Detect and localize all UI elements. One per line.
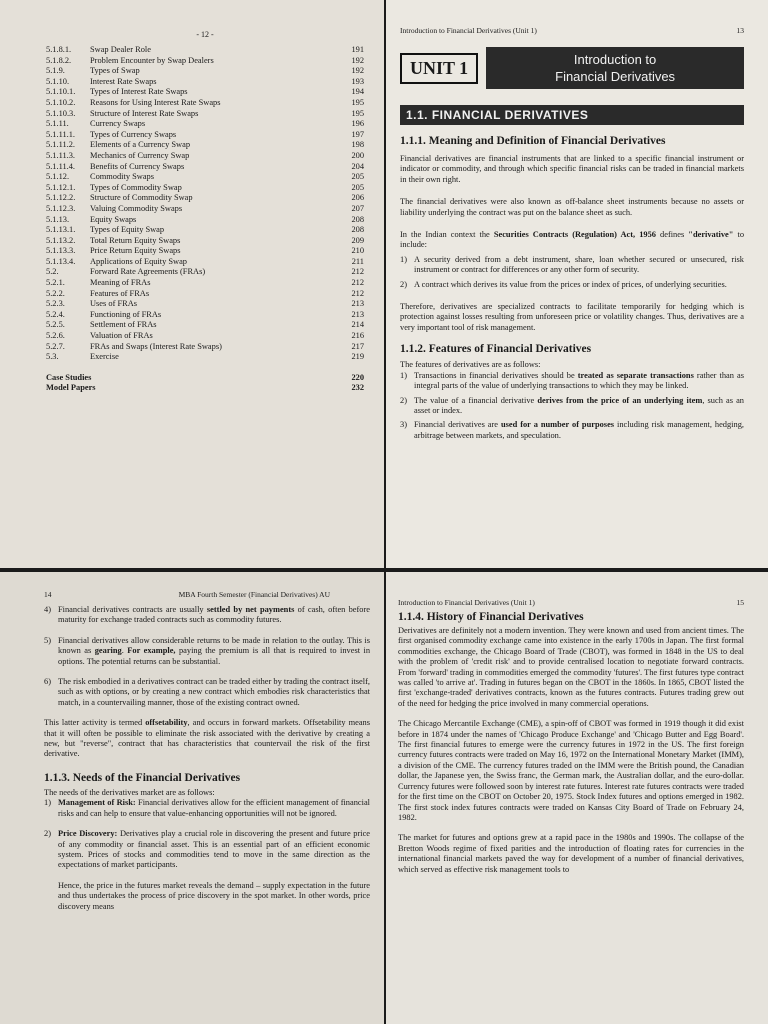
page-number: - 12 - (196, 30, 214, 39)
toc-number: 5.1.12. (46, 172, 70, 182)
toc-page: 211 (351, 256, 364, 266)
toc-page: 206 (351, 193, 364, 203)
list-item: 6) The risk embodied in a derivatives contract can be traded either by trading the contract itself, such as with options, or by creating a new contract which embodies risk characteristics that match, in a countervailing manner, those of the existing contract owned. (44, 677, 370, 707)
unit-title-line-2: Financial Derivatives (555, 69, 676, 84)
unit-title (486, 47, 744, 89)
toc-page: 200 (351, 150, 364, 160)
toc-entry (46, 45, 364, 56)
toc-page: 209 (351, 235, 364, 245)
list-item: 1) Management of Risk: Financial derivatives allow for the efficient management of financial risks and can help to ensure that value-enhancing opportunities will not be ignored. (44, 798, 370, 818)
toc-title: Total Return Equity Swaps (90, 235, 181, 245)
toc-entry (46, 162, 364, 173)
toc-number: 5.1.11.2. (46, 140, 76, 150)
toc-entry (46, 299, 364, 310)
toc-title: Functioning of FRAs (90, 309, 162, 319)
toc-number: 5.2.1. (46, 278, 65, 288)
toc-number: 5.1.8.1. (46, 45, 72, 54)
toc-entry (46, 119, 364, 130)
toc-number: 5.1.13.2. (46, 235, 76, 245)
text: defines (655, 230, 689, 240)
toc-number: 5.1.13.1. (46, 225, 76, 235)
toc-number: 5.1.11.3. (46, 150, 76, 160)
act-name: Securities Contracts (Regulation) Act, 1956 (493, 230, 656, 240)
toc-page: 212 (351, 288, 364, 298)
toc-title: Types of Interest Rate Swaps (90, 87, 188, 97)
toc-page: 208 (351, 214, 364, 224)
toc-entry (46, 183, 364, 194)
running-head: Introduction to Financial Derivatives (Unit 1) (398, 598, 535, 607)
toc-page: 212 (351, 267, 364, 277)
page-number: 14 (44, 590, 52, 599)
toc-page: 212 (351, 278, 364, 288)
toc-number: 5.1.12.1. (46, 182, 76, 192)
toc-number: 5.1.13.3. (46, 246, 76, 256)
toc-page: 205 (351, 182, 364, 192)
toc-entry (46, 310, 364, 321)
toc-title: Benefits of Currency Swaps (90, 161, 185, 171)
toc-title: Structure of Interest Rate Swaps (90, 108, 199, 118)
toc-number: 5.1.11. (46, 119, 69, 129)
toc-page: 194 (351, 87, 364, 97)
section-heading: 1.1. FINANCIAL DERIVATIVES (400, 105, 744, 125)
toc-title: Equity Swaps (90, 214, 137, 224)
toc-entry (46, 278, 364, 289)
toc-page: 207 (351, 203, 364, 213)
page-12 (0, 0, 384, 568)
toc-page: 219 (351, 352, 364, 362)
toc-title: Valuation of FRAs (90, 331, 153, 341)
toc-title: Types of Currency Swaps (90, 129, 177, 139)
paragraph (400, 230, 744, 251)
toc-entry (46, 193, 364, 204)
toc-entry (46, 151, 364, 162)
list-item: 4) Financial derivatives contracts are usually settled by net payments of cash, often before maturity for exchange traded contracts such as commodity futures. (44, 605, 370, 625)
running-header (400, 26, 744, 35)
toc-title: Meaning of FRAs (90, 278, 151, 288)
toc-number: 5.1.13.4. (46, 256, 76, 266)
toc-number: 5.2. (46, 267, 59, 277)
list-item: 5) Financial derivatives allow considerable returns to be made in relation to the outlay. This is known as gearing. For example, paying the premium is all that is required to invest in options. The potential returns can be substantial. (44, 635, 371, 666)
toc-entry (46, 373, 364, 384)
text: to include: (400, 230, 745, 250)
toc-number: 5.1.12.3. (46, 203, 76, 213)
list-item: 1) Transactions in financial derivatives should be treated as separate transactions rather than as integral parts of the value of underlying transactions to which they may be linked. (400, 370, 744, 391)
toc-page: 213 (351, 309, 364, 319)
toc-number: 5.1.8.2. (46, 55, 72, 65)
subsection-heading: 1.1.1. Meaning and Definition of Financial Derivatives (400, 135, 666, 147)
toc-page: 196 (351, 119, 364, 129)
running-header (44, 590, 370, 599)
unit-banner (400, 47, 744, 89)
toc-number: 5.1.11.1. (46, 129, 76, 139)
toc-entry (46, 267, 364, 278)
page-number: 15 (736, 598, 744, 607)
toc-number: 5.3. (46, 352, 59, 362)
page-14 (0, 572, 384, 1024)
subsection-heading: 1.1.3. Needs of the Financial Derivatives (44, 771, 241, 784)
toc-number: 5.2.6. (46, 331, 65, 341)
paragraph: The Chicago Mercantile Exchange (CME), a spin-off of CBOT was formed in 1919 though it did exist before in 1874 under the names of 'Chicago Produce Exchange' and 'Chicago Butter and Egg Board'. The first financial futures to emerge were the currency futures in 1972 in the US. The first foreign currency futures contracts were traded on May 16, 1972 on the International Monetary Market (IMM), a division of the CME. The currency futures traded on the IMM were the British pound, the Canadian dollar, the Japanese yen, the Swiss franc, the German mark, the Australian dollar, and the euro-dollar. Currency futures were followed soon by interest rate futures. Interest rate futures contracts were traded for the first time on the CBOT on October 20, 1975. Stock Index futures and options emerged in 1982. The first stock index futures contracts were traded on Kansas City Board of Trade on February 24, 1982. (398, 719, 744, 822)
toc-number: 5.2.3. (46, 299, 65, 309)
toc-title: Uses of FRAs (90, 299, 137, 309)
toc-number: 5.2.4. (46, 309, 65, 319)
toc-entry (46, 130, 364, 141)
list-item: 1) A security derived from a debt instrument, share, loan whether secured or unsecured, risk instrument or contract for differences or any other form of security. (400, 254, 744, 275)
subsection-heading: 1.1.2. Features of Financial Derivatives (400, 343, 592, 356)
paragraph: Hence, the price in the futures market reveals the demand – supply expectation in the future and thus undertakes the process of price discovery in the spot market. In other words, price discovery means (58, 880, 370, 911)
toc-title: Mechanics of Currency Swap (90, 150, 190, 160)
toc-title: Types of Equity Swap (90, 225, 165, 235)
paragraph: Financial derivatives are financial instruments that are linked to a specific financial instrument or indicator or commodity, and through which specific financial risks can be traded in financial markets in their own right. (400, 154, 744, 184)
toc-page: 232 (351, 383, 364, 393)
toc-page: 191 (351, 45, 364, 54)
toc-entry (46, 140, 364, 151)
toc-page: 217 (351, 341, 364, 351)
toc-number: 5.1.9. (46, 66, 65, 76)
toc-page: 192 (351, 55, 364, 65)
toc-title: Exercise (90, 352, 119, 362)
toc-entry (46, 342, 364, 353)
toc-page: 193 (351, 76, 364, 86)
toc-title: Structure of Commodity Swap (90, 193, 193, 203)
text: In the Indian context the (400, 230, 494, 240)
paragraph: Derivatives are definitely not a modern invention. They were known and used from ancient times. The first organised commodity exchange came into existence in the early 1700s in Japan. The first formal commodities exchange, the Chicago Board of Trade (CBOT), was formed in 1848 in the US to deal with the problem of 'credit risk' and to provide centralised location to negotiate forward contracts. From 'forward' trading in commodities emerged the commodity 'futures'. The first futures type contract was called 'to arrive at'. Trading in futures began on the CBOT in the 1860s. In 1865, CBOT listed the first 'exchange-traded' derivatives contracts, known as the futures contracts. Futures trading grew out of the need for hedging the price involved in many commercial operations. (398, 626, 744, 708)
toc-title: Forward Rate Agreements (FRAs) (90, 267, 206, 277)
toc-entry (46, 236, 364, 247)
paragraph: The market for futures and options grew at a rapid pace in the 1980s and 1990s. The collapse of the Bretton Woods regime of fixed parities and the introduction of floating rates for currencies in the international financial markets paved the way for development of a number of financial derivatives, which served as effective risk management tools to (398, 833, 744, 874)
toc-page: 216 (351, 331, 364, 341)
toc-number: 5.1.10.3. (46, 108, 76, 118)
toc-entry (46, 383, 364, 394)
toc-number: 5.1.10.1. (46, 87, 76, 97)
running-header (398, 598, 744, 607)
definition-list (400, 255, 744, 290)
toc-number: 5.1.10. (46, 76, 70, 86)
toc-number: 5.2.7. (46, 341, 65, 351)
toc-title: Features of FRAs (90, 288, 150, 298)
toc-title: Commodity Swaps (90, 172, 154, 182)
toc-number: 5.1.10.2. (46, 97, 76, 107)
toc-number: 5.2.5. (46, 320, 65, 330)
toc-entry (46, 77, 364, 88)
subsection-heading: 1.1.4. History of Financial Derivatives (398, 611, 584, 623)
toc-entry (46, 246, 364, 257)
toc-title: Reasons for Using Interest Rate Swaps (90, 97, 221, 107)
term: "derivative" (688, 230, 734, 240)
unit-label: UNIT 1 (400, 53, 478, 84)
toc-page: 197 (351, 129, 364, 139)
toc-entry (46, 331, 364, 342)
toc-number: 5.1.11.4. (46, 161, 76, 171)
toc-title: Swap Dealer Role (90, 45, 151, 54)
toc-entry (46, 225, 364, 236)
toc-entry (46, 56, 364, 67)
running-head: Introduction to Financial Derivatives (Unit 1) (400, 26, 537, 35)
toc-title: Problem Encounter by Swap Dealers (90, 55, 214, 65)
paragraph: This latter activity is termed offsetability, and occurs in forward markets. Offsetability means that it will often be possible to eliminate the risk associated with the derivative by creating a new, but "reverse", contract that has characteristics that countervail the risk of the first derivative. (44, 718, 370, 759)
toc-page: 198 (351, 140, 364, 150)
toc-page: 204 (351, 161, 364, 171)
toc-entry (46, 320, 364, 331)
toc-page: 208 (351, 225, 364, 235)
toc-page: 205 (351, 172, 364, 182)
list-item: 3) Financial derivatives are used for a number of purposes including risk management, hedging, arbitrage between markets, and speculation. (400, 420, 744, 440)
toc-number: 5.1.13. (46, 214, 70, 224)
toc-title: FRAs and Swaps (Interest Rate Swaps) (90, 341, 222, 351)
toc-page: 195 (351, 108, 364, 118)
toc-title: Valuing Commodity Swaps (90, 203, 183, 213)
toc-page: 220 (351, 372, 364, 382)
toc-page: 192 (351, 66, 364, 76)
toc-entry (46, 66, 364, 77)
page-15 (386, 572, 768, 1024)
toc-title: Case Studies (46, 372, 92, 382)
toc-extra (46, 373, 364, 394)
list-item: 2) A contract which derives its value from the prices or index of prices, of underlying securities. (400, 279, 727, 289)
list-item: 2) Price Discovery: Derivatives play a crucial role in discovering the present and future price of any commodity or financial asset. This is an essential part of an efficient economic system. Prices of stocks and commodities tend to move in the same direction as the expectations of market participants. (44, 829, 371, 870)
table-of-contents (46, 45, 364, 363)
unit-title-line-1: Introduction to (573, 52, 657, 67)
toc-entry (46, 87, 364, 98)
toc-entry (46, 352, 364, 363)
toc-number: 5.1.12.2. (46, 193, 76, 203)
toc-entry (46, 257, 364, 268)
toc-entry (46, 109, 364, 120)
toc-title: Settlement of FRAs (90, 320, 157, 330)
toc-title: Elements of a Currency Swap (90, 140, 191, 150)
toc-title: Interest Rate Swaps (90, 76, 157, 86)
toc-entry (46, 289, 364, 300)
paragraph: The features of derivatives are as follows: (400, 360, 541, 370)
toc-title: Applications of Equity Swap (90, 256, 187, 266)
toc-title: Currency Swaps (90, 119, 146, 129)
paragraph: Therefore, derivatives are specialized contracts to facilitate temporarily for hedging which is protection against losses resulting from unforeseen price or volatility changes. Thus, derivatives are a very important tool of risk management. (400, 302, 744, 332)
toc-page: 213 (351, 299, 364, 309)
page-13 (386, 0, 768, 568)
toc-entry (46, 98, 364, 109)
toc-entry (46, 204, 364, 215)
running-head: MBA Fourth Semester (Financial Derivatives) AU (178, 590, 330, 599)
toc-title: Types of Swap (90, 66, 140, 76)
paragraph: The financial derivatives were also known as off-balance sheet instruments because no assets or liability underlying the contract was put on the balance sheet as such. (400, 197, 744, 217)
toc-page: 195 (351, 97, 364, 107)
toc-title: Types of Commodity Swap (90, 182, 182, 192)
toc-title: Model Papers (46, 383, 96, 393)
page-number: 13 (736, 26, 744, 35)
paragraph: The needs of the derivatives market are as follows: (44, 787, 215, 797)
toc-page: 210 (351, 246, 364, 256)
toc-title: Price Return Equity Swaps (90, 246, 181, 256)
toc-number: 5.2.2. (46, 288, 65, 298)
toc-entry (46, 215, 364, 226)
list-item: 2) The value of a financial derivative derives from the price of an underlying item, such as an asset or index. (400, 395, 744, 415)
toc-entry (46, 172, 364, 183)
toc-page: 214 (351, 320, 364, 330)
